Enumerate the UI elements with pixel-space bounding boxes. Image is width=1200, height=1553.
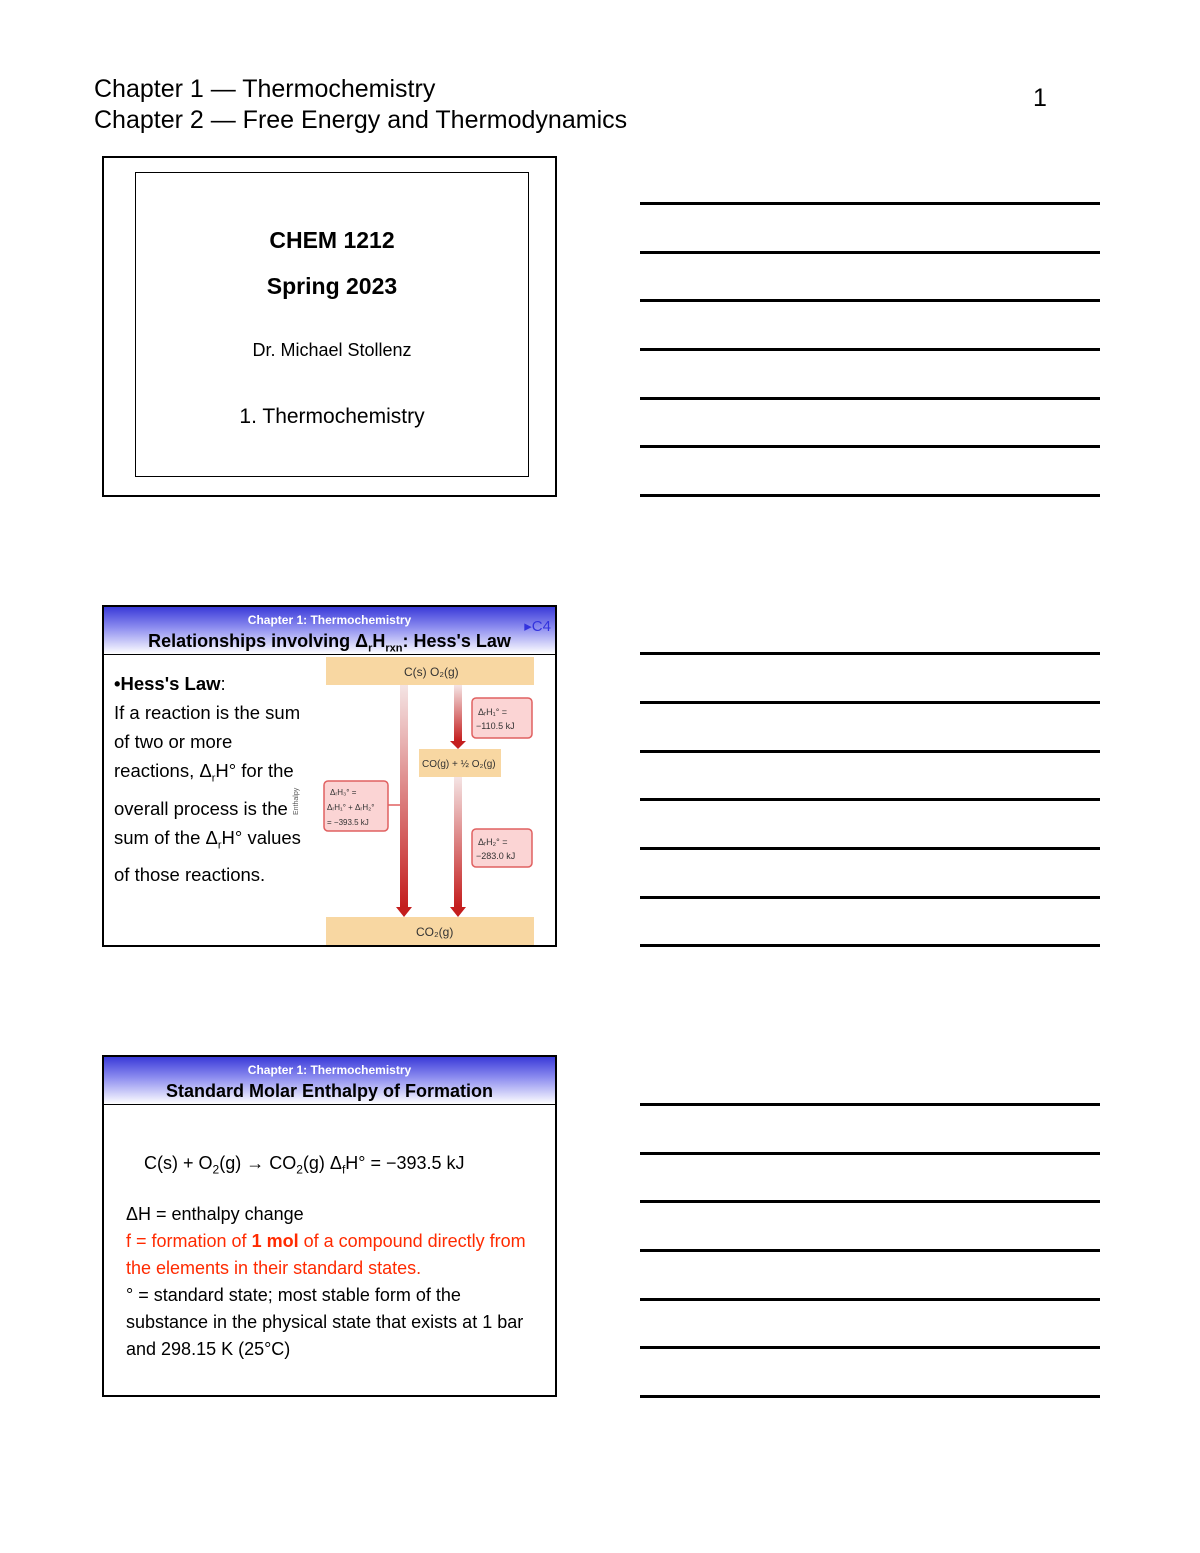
formation-equation: $C(s) + O_2(g) \to CO_2(g) \Delta_fH^\circ = -393.5$ kJ	[144, 1153, 465, 1177]
note-line	[640, 1103, 1100, 1106]
enthalpy-axis-label: Enthalpy	[293, 787, 300, 815]
definition-standard-state: ° = standard state; most stable form of the substance in the physical state that exists at 1 bar and 298.15 K (25°C)	[126, 1285, 524, 1359]
chapter-2-heading: Chapter 2 — Free Energy and Thermodynamics	[94, 106, 628, 134]
note-line	[640, 348, 1100, 351]
step2-enthalpy-box	[472, 829, 532, 867]
note-line	[640, 847, 1100, 850]
overall-box-line3: = −393.5 kJ	[327, 818, 369, 827]
top-state-label: C(s) O₂(g)	[404, 665, 459, 679]
note-line	[640, 494, 1100, 497]
slide-link-tag: ▸C4	[524, 618, 551, 635]
title-frame	[135, 172, 529, 477]
step1-box-line1: ΔᵣH₁° =	[478, 707, 508, 717]
note-line	[640, 202, 1100, 205]
chapter-label: Chapter 1: Thermochemistry	[247, 613, 412, 627]
slide-banner	[104, 1057, 555, 1105]
step2-box-line2: −283.0 kJ	[476, 851, 516, 861]
lecture-topic: 1. Thermochemistry	[239, 405, 425, 428]
slide-hess-law	[102, 605, 557, 947]
bottom-state-label: CO₂(g)	[416, 925, 454, 939]
instructor-name: Dr. Michael Stollenz	[252, 340, 412, 360]
definition-delta-h: ΔH = enthalpy change	[126, 1204, 304, 1224]
note-line	[640, 445, 1100, 448]
step2-box-line1: ΔᵣH₂° =	[478, 837, 508, 847]
enthalpy-diagram	[293, 655, 538, 947]
note-line	[640, 896, 1100, 899]
slide-title	[102, 156, 557, 497]
note-line	[640, 1395, 1100, 1398]
step1-box-line2: −110.5 kJ	[476, 721, 515, 731]
note-line	[640, 1152, 1100, 1155]
slide-enthalpy-formation	[102, 1055, 557, 1397]
overall-box-line1: ΔᵣH₃° =	[330, 788, 357, 797]
note-line	[640, 1346, 1100, 1349]
note-line	[640, 750, 1100, 753]
slide-title: Relationships involving $\Delta_rH_{rxn}$: Hess's Law	[148, 631, 511, 655]
chapter-1-heading: Chapter 1 — Thermochemistry	[94, 75, 436, 103]
note-line	[640, 1298, 1100, 1301]
step1-arrow-shaft	[454, 685, 462, 741]
definition-formation: f = formation of 1 mol of a compound directly from the elements in their standard states.	[126, 1231, 526, 1278]
definitions	[126, 1201, 546, 1363]
note-line	[640, 1249, 1100, 1252]
note-line	[640, 299, 1100, 302]
page-number: 1	[1033, 84, 1047, 112]
slide-banner	[104, 607, 555, 655]
note-line	[640, 1200, 1100, 1203]
note-line	[640, 944, 1100, 947]
overall-box-line2: ΔᵣH₁° + ΔᵣH₂°	[327, 803, 375, 812]
note-line	[640, 701, 1100, 704]
note-line	[640, 251, 1100, 254]
overall-arrow-head	[396, 907, 412, 917]
step1-enthalpy-box	[472, 698, 532, 738]
note-line	[640, 652, 1100, 655]
hess-law-definition: •Hess's Law: If a reaction is the sum of two or more reactions, $\Delta_rH^\circ$ for the overall process is the sum of the $\Delta_rH^\circ$ values of those reactions.	[114, 673, 301, 886]
course-code: CHEM 1212	[269, 227, 395, 253]
law-label: •Hess's Law	[114, 673, 221, 694]
step2-arrow-shaft	[454, 777, 462, 907]
chapter-label: Chapter 1: Thermochemistry	[247, 1063, 412, 1077]
step1-arrow-head	[450, 741, 466, 749]
overall-arrow-shaft	[400, 685, 408, 907]
note-line	[640, 798, 1100, 801]
middle-state-label: CO(g) + ½ O₂(g)	[422, 759, 496, 770]
note-line	[640, 397, 1100, 400]
course-term: Spring 2023	[266, 273, 398, 299]
step2-arrow-head	[450, 907, 466, 917]
slide-title: Standard Molar Enthalpy of Formation	[165, 1081, 493, 1101]
